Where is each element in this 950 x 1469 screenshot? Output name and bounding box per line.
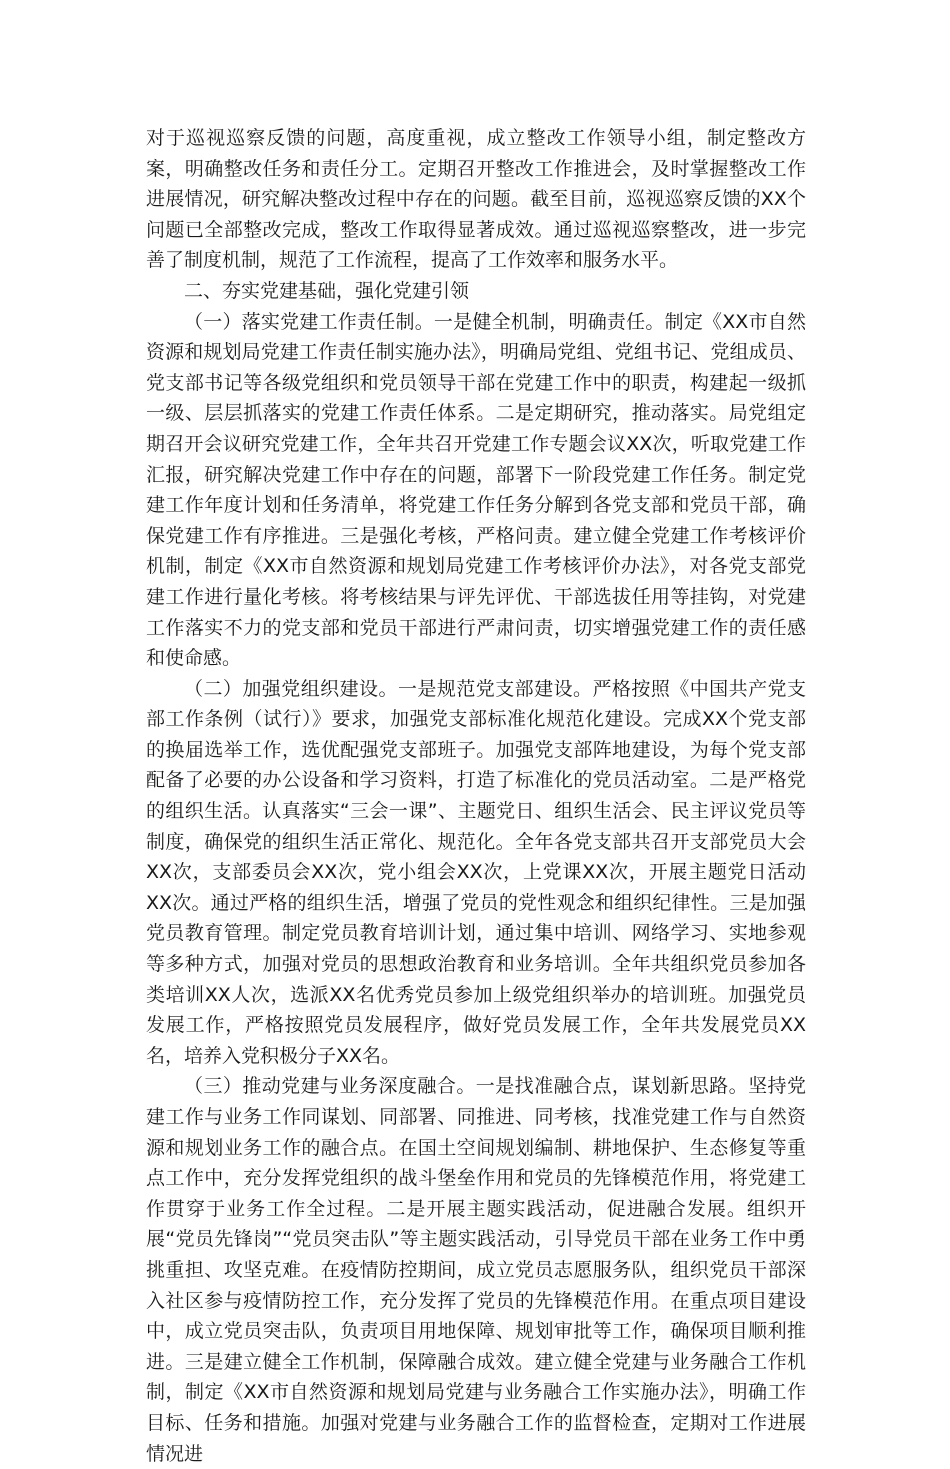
section-heading: 二、夯实党建基础，强化党建引领 <box>184 279 470 302</box>
paragraph-subsection-3: （三）推动党建与业务深度融合。一是找准融合点，谋划新思路。坚持党建工作与业务工作同谋划、同部署、同推进、同考核，找准党建工作与自然资源和规划业务工作的融合点。在国土空间规划编制、耕地保护、生态修复等重点工作中，充分发挥党组织的战斗堡垒作用和党员的先锋模范作用，将党建工作贯穿于业务工作全过程。二是开展主题实践活动，促进融合发展。组织开展“党员先锋岗”“党员突击队”等主题实践活动，引导党员干部在业务工作中勇挑重担、攻坚克难。在疫情防控期间，成立党员志愿服务队，组织党员干部深入社区参与疫情防控工作，充分发挥了党员的先锋模范作用。在重点项目建设中，成立党员突击队，负责项目用地保障、规划审批等工作，确保项目顺利推进。三是建立健全工作机制，保障融合成效。建立健全党建与业务融合工作机制，制定《XX市自然资源和规划局党建与业务融合工作实施办法》，明确工作目标、任务和措施。加强对党建与业务融合工作的监督检查，定期对工作进展情况进 <box>146 1075 806 1465</box>
document-page <box>146 123 806 1469</box>
paragraph-subsection-2: （二）加强党组织建设。一是规范党支部建设。严格按照《中国共产党支部工作条例（试行）》要求，加强党支部标准化规范化建设。完成XX个党支部的换届选举工作，选优配强党支部班子。加强党支部阵地建设，为每个党支部配备了必要的办公设备和学习资料，打造了标准化的党员活动室。二是严格党的组织生活。认真落实“三会一课”、主题党日、组织生活会、民主评议党员等制度，确保党的组织生活正常化、规范化。全年各党支部共召开支部党员大会XX次，支部委员会XX次，党小组会XX次，上党课XX次，开展主题党日活动XX次。通过严格的组织生活，增强了党员的党性观念和组织纪律性。三是加强党员教育管理。制定党员教育培训计划，通过集中培训、网络学习、实地参观等多种方式，加强对党员的思想政治教育和业务培训。全年共组织党员参加各类培训XX人次，选派XX名优秀党员参加上级党组织举办的培训班。加强党员发展工作，严格按照党员发展程序，做好党员发展工作，全年共发展党员XX名，培养入党积极分子XX名。 <box>146 677 806 1067</box>
paragraph-subsection-1: （一）落实党建工作责任制。一是健全机制，明确责任。制定《XX市自然资源和规划局党建工作责任制实施办法》，明确局党组、党组书记、党组成员、党支部书记等各级党组织和党员领导干部在党建工作中的职责，构建起一级抓一级、层层抓落实的党建工作责任体系。二是定期研究，推动落实。局党组定期召开会议研究党建工作，全年共召开党建工作专题会议XX次，听取党建工作汇报，研究解决党建工作中存在的问题，部署下一阶段党建工作任务。制定党建工作年度计划和任务清单，将党建工作任务分解到各党支部和党员干部，确保党建工作有序推进。三是强化考核，严格问责。建立健全党建工作考核评价机制，制定《XX市自然资源和规划局党建工作考核评价办法》，对各党支部党建工作进行量化考核。将考核结果与评先评优、干部选拔任用等挂钩，对党建工作落实不力的党支部和党员干部进行严肃问责，切实增强党建工作的责任感和使命感。 <box>146 310 806 670</box>
paragraph-intro-continuation: 对于巡视巡察反馈的问题，高度重视，成立整改工作领导小组，制定整改方案，明确整改任务和责任分工。定期召开整改工作推进会，及时掌握整改工作进展情况，研究解决整改过程中存在的问题。截至目前，巡视巡察反馈的XX个问题已全部整改完成，整改工作取得显著成效。通过巡视巡察整改，进一步完善了制度机制，规范了工作流程，提高了工作效率和服务水平。 <box>146 127 806 272</box>
